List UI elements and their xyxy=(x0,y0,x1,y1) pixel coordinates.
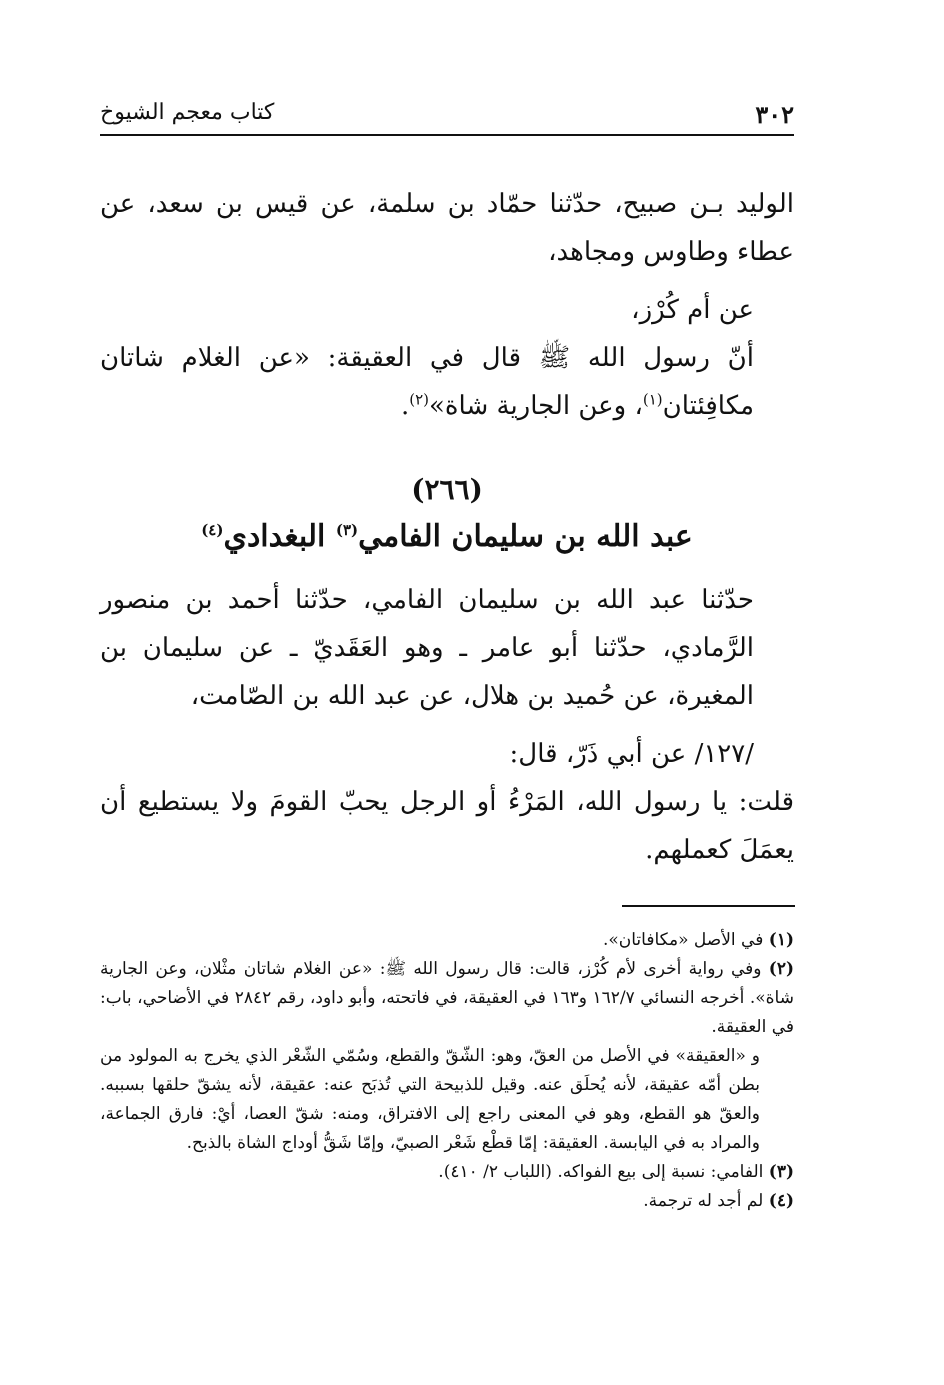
page-number: ٣٠٢ xyxy=(755,100,794,129)
footnote-3 xyxy=(100,1158,794,1187)
footnote-separator xyxy=(622,905,795,907)
continued-narrator: عن أم كُرْز، xyxy=(631,295,754,325)
footnote-ref-1: (١) xyxy=(642,390,663,409)
footnote-text: وفي رواية أخرى لأم كُرْز، قالت: قال رسول الله ﷺ: «عن الغلام شاتان مثْلان، وعن الجارية شاة». أخرجه النسائي ١٦٢/٧ و١٦٣ في العقيقة، في فاتحته، وأبو داود، رقم ٢٨٤٢ في الأضاحي، باب: في العقيقة. xyxy=(100,959,794,1037)
continued-isnad: الوليد بـن صبيح، حدّثنا حمّاد بن سلمة، عن قيس بن سعد، عن عطاء وطاوس ومجاهد، xyxy=(100,189,794,267)
footnote-ref-3: (٣) xyxy=(335,521,359,539)
running-title: كتاب معجم الشيوخ xyxy=(100,100,275,125)
footnote-marker: (٣) xyxy=(768,1162,794,1182)
footnote-text: في الأصل «مكافاتان». xyxy=(602,930,769,950)
footnote-1 xyxy=(100,926,794,955)
matn-part-a: أنّ رسول الله ﷺ قال في العقيقة: «عن الغلام شاتان مكافِئتان xyxy=(100,343,754,421)
entry-name-a: عبد الله بن سليمان الفامي xyxy=(358,519,693,554)
footnote-marker: (١) xyxy=(768,930,794,950)
entry-isnad: حدّثنا عبد الله بن سليمان الفامي، حدّثنا أحمد بن منصور الرَّمادي، حدّثنا أبو عامر ـ وهو العَقَديّ ـ عن سليمان بن المغيرة، عن حُميد بن هلال، عن عبد الله بن الصّامت، xyxy=(100,585,754,711)
matn-end: . xyxy=(400,391,410,421)
entry-matn: قلت: يا رسول الله، المَرْءُ أو الرجل يحبّ القومَ ولا يستطيع أن يعمَلَ كعملهم. xyxy=(100,787,794,865)
continued-matn xyxy=(100,334,794,430)
footnote-ref-2: (٢) xyxy=(409,390,429,409)
main-text xyxy=(100,180,794,874)
footnote-2 xyxy=(100,955,794,1042)
entry-heading xyxy=(100,512,794,562)
footnote-2-continued xyxy=(100,1042,794,1158)
entry-folio-narrator: /١٢٧/ عن أبي ذَرّ، قال: xyxy=(509,739,754,769)
footnote-marker: (٤) xyxy=(768,1191,794,1211)
entry-name-b: البغدادي xyxy=(223,519,336,554)
footnotes xyxy=(100,926,794,1216)
footnote-4 xyxy=(100,1187,794,1216)
footnote-text: و «العقيقة» في الأصل من العقّ، وهو: الشّقّ والقطع، وسُمّي الشّعْر الذي يخرج به المولود من بطن أمّه عقيقة، لأنه يُحلَق عنه. وقيل للذبيحة التي تُذبَح عنه: عقيقة، لأنه يشقّ حلقها بسببه. والعقّ هو القطع، وهو في المعنى راجع إلى الافتراق، ومنه: شقّ العصا، أيْ: فارق الجماعة، والمراد به في اليابسة. العقيقة: إمّا قطْع شَعْر الصبيّ، وإمّا شَقُّ أوداج الشاة بالذبح. xyxy=(100,1046,760,1153)
entry-number: (٢٦٦) xyxy=(411,473,483,506)
footnote-ref-4: (٤) xyxy=(201,521,224,539)
footnote-marker: (٢) xyxy=(768,959,794,979)
footnote-text: لم أجد له ترجمة. xyxy=(643,1191,769,1211)
matn-part-b: ، وعن الجارية شاة» xyxy=(429,391,643,421)
running-header xyxy=(100,98,794,136)
footnote-text: الفامي: نسبة إلى بيع الفواكه. (اللباب ٢/ ٤١٠). xyxy=(438,1162,769,1182)
